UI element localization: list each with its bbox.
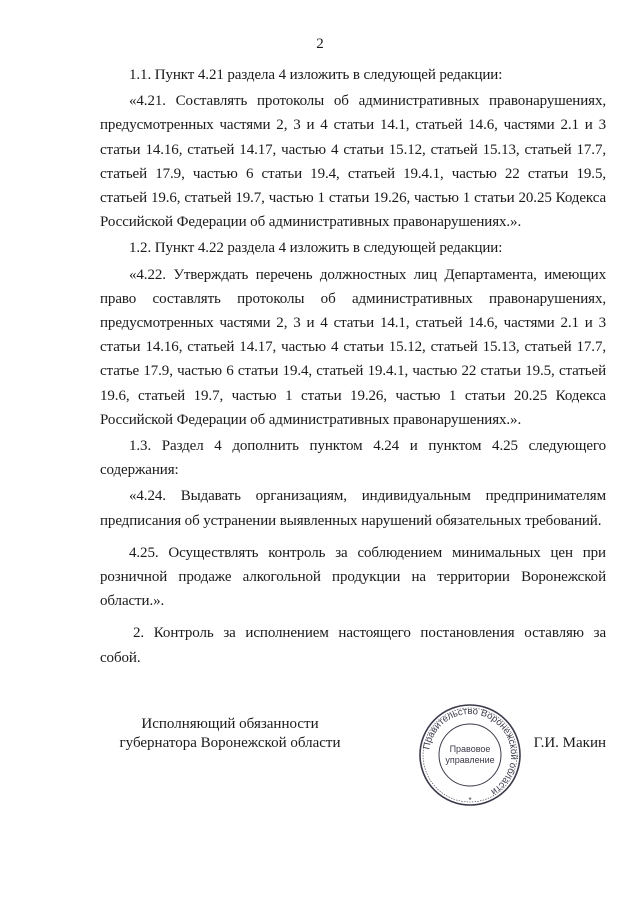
paragraph-2: 2. Контроль за исполнением настоящего постановления оставляю за собой. (100, 625, 606, 666)
paragraph-4-24: «4.24. Выдавать организациям, индивидуальным предпринимателям предписания об устранении выявленных нарушений обязательных требований. (100, 488, 606, 529)
paragraph-4-21: «4.21. Составлять протоколы об административных правонарушениях, предусмотренных частями 2, 3 и 4 статьи 14.1, статьей 14.6, частями 2.1 и 3 статьи 14.16, статьей 14.17, частью 4 статьи 15.12, статьей 15.13, статьей 17.7, статьей 17.9, частью 6 статьи 19.4, статьей 19.4.1, частью 22 статьи 19.5, статьей 19.6, статьей 19.7, частью 1 статьи 19.26, частью 1 статьи 20.25 Кодекса Российской Федерации об административных правонарушениях.». (100, 93, 606, 231)
stamp-inner-line-1: Правовое (449, 744, 491, 754)
document-body (100, 63, 606, 670)
official-stamp (415, 700, 525, 810)
signature-block (100, 700, 606, 805)
paragraph-1-3: 1.3. Раздел 4 дополнить пунктом 4.24 и пунктом 4.25 следующего содержания: (100, 438, 606, 479)
paragraph-1-1: 1.1. Пункт 4.21 раздела 4 изложить в следующей редакции: (129, 67, 503, 83)
signatory-position (100, 715, 360, 753)
paragraph-1-2: 1.2. Пункт 4.22 раздела 4 изложить в следующей редакции: (129, 240, 503, 257)
signatory-name: Г.И. Макин (533, 735, 606, 751)
paragraph-4-25: 4.25. Осуществлять контроль за соблюдением минимальных цен при розничной продаже алкогольной продукции на территории Воронежской области.». (100, 544, 606, 610)
stamp-star: * (468, 796, 472, 805)
page-number: 2 (316, 36, 324, 52)
stamp-outer-text: Правительство Воронежской области (421, 705, 520, 798)
signatory-position-line-1: Исполняющий обязанности (141, 716, 319, 732)
paragraph-4-22: «4.22. Утверждать перечень должностных лиц Департамента, имеющих право составлять протоколы об административных правонарушениях, предусмотренных частями 2, 3 и 4 статьи 14.1, статьей 14.6, частями 2.1 и 3 статьи 14.16, статьей 14.17, частью 4 статьи 15.12, статьей 15.13, статьей 17.7, статье 17.9, частью 6 статьи 19.4, статьей 19.4.1, частью 22 статьи 19.5, статьей 19.6, статьей 19.7, частью 1 статьи 19.26, частью 1 статьи 20.25 Кодекса Российской Федерации об административных правонарушениях.». (100, 266, 606, 428)
stamp-inner-line-2: управление (445, 755, 495, 765)
signatory-position-line-2: губернатора Воронежской области (119, 735, 341, 751)
